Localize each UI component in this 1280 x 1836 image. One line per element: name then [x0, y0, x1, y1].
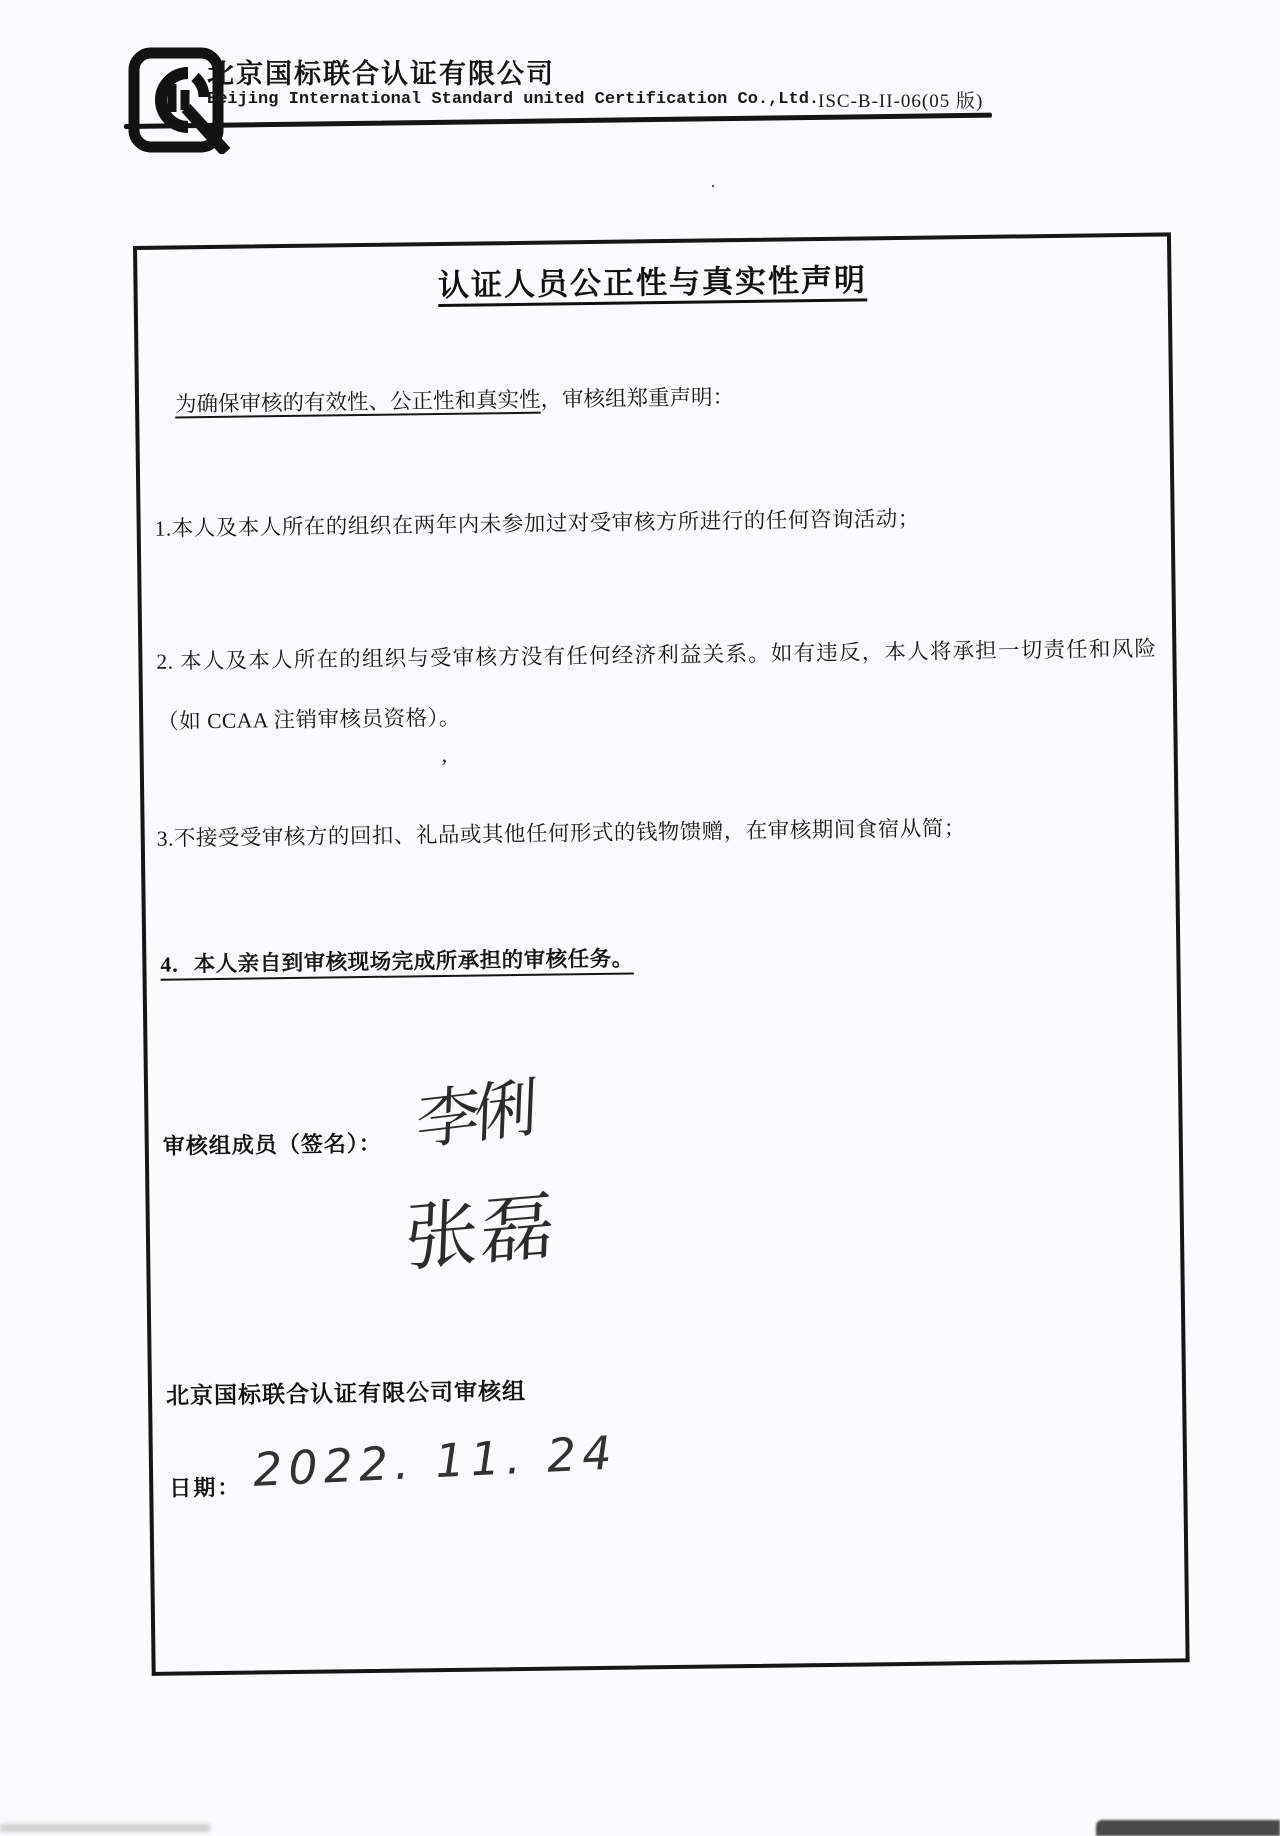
audit-team-name: 北京国标联合认证有限公司审核组	[165, 1377, 527, 1409]
declaration-item-4	[160, 935, 1160, 982]
handwritten-signature-2: 张磊	[403, 1186, 558, 1282]
intro-underlined-text: 为确保审核的有效性、公正性和真实性	[174, 387, 541, 417]
handwritten-signature-1: 李俐	[415, 1072, 534, 1158]
declaration-item-2: 2. 本人及本人所在的组织与受审核方没有任何经济利益关系。如有违反，本人将承担一切责任和风险（如 CCAA 注销审核员资格）。	[156, 636, 1157, 734]
company-name-en: Beijing International Standard united Certification Co.,Ltd.	[207, 90, 820, 109]
declaration-box	[133, 232, 1190, 1675]
page-title: 认证人员公正性与真实性声明	[437, 262, 868, 304]
signature-label: 审核组成员（签名）：	[162, 1130, 382, 1159]
scan-artifact-tick: ·	[708, 175, 719, 197]
declaration-item-4-text: 4．本人亲自到审核现场完成所承担的审核任务。	[160, 946, 634, 977]
header-divider	[124, 113, 992, 129]
date-label: 日期：	[169, 1474, 242, 1501]
company-name-cn: 北京国标联合认证有限公司	[207, 59, 555, 89]
doc-code: ISC-B-II-06(05 版)	[818, 91, 984, 112]
intro-rest-text: ，审核组郑重声明：	[540, 385, 735, 412]
declaration-item-1: 1.本人及本人所在的组织在两年内未参加过对受审核方所进行的任何咨询活动；	[154, 506, 920, 541]
scan-artifact-apostrophe: ’	[438, 753, 449, 780]
declaration-item-3: 3.不接受受审核方的回扣、礼品或其他任何形式的钱物馈赠，在审核期间食宿从简；	[156, 816, 966, 851]
handwritten-date-value: 2022. 11. 24	[251, 1425, 619, 1497]
scan-smudge-left	[0, 1824, 210, 1832]
scan-smudge-right	[1096, 1820, 1280, 1836]
intro-paragraph	[175, 375, 1125, 421]
